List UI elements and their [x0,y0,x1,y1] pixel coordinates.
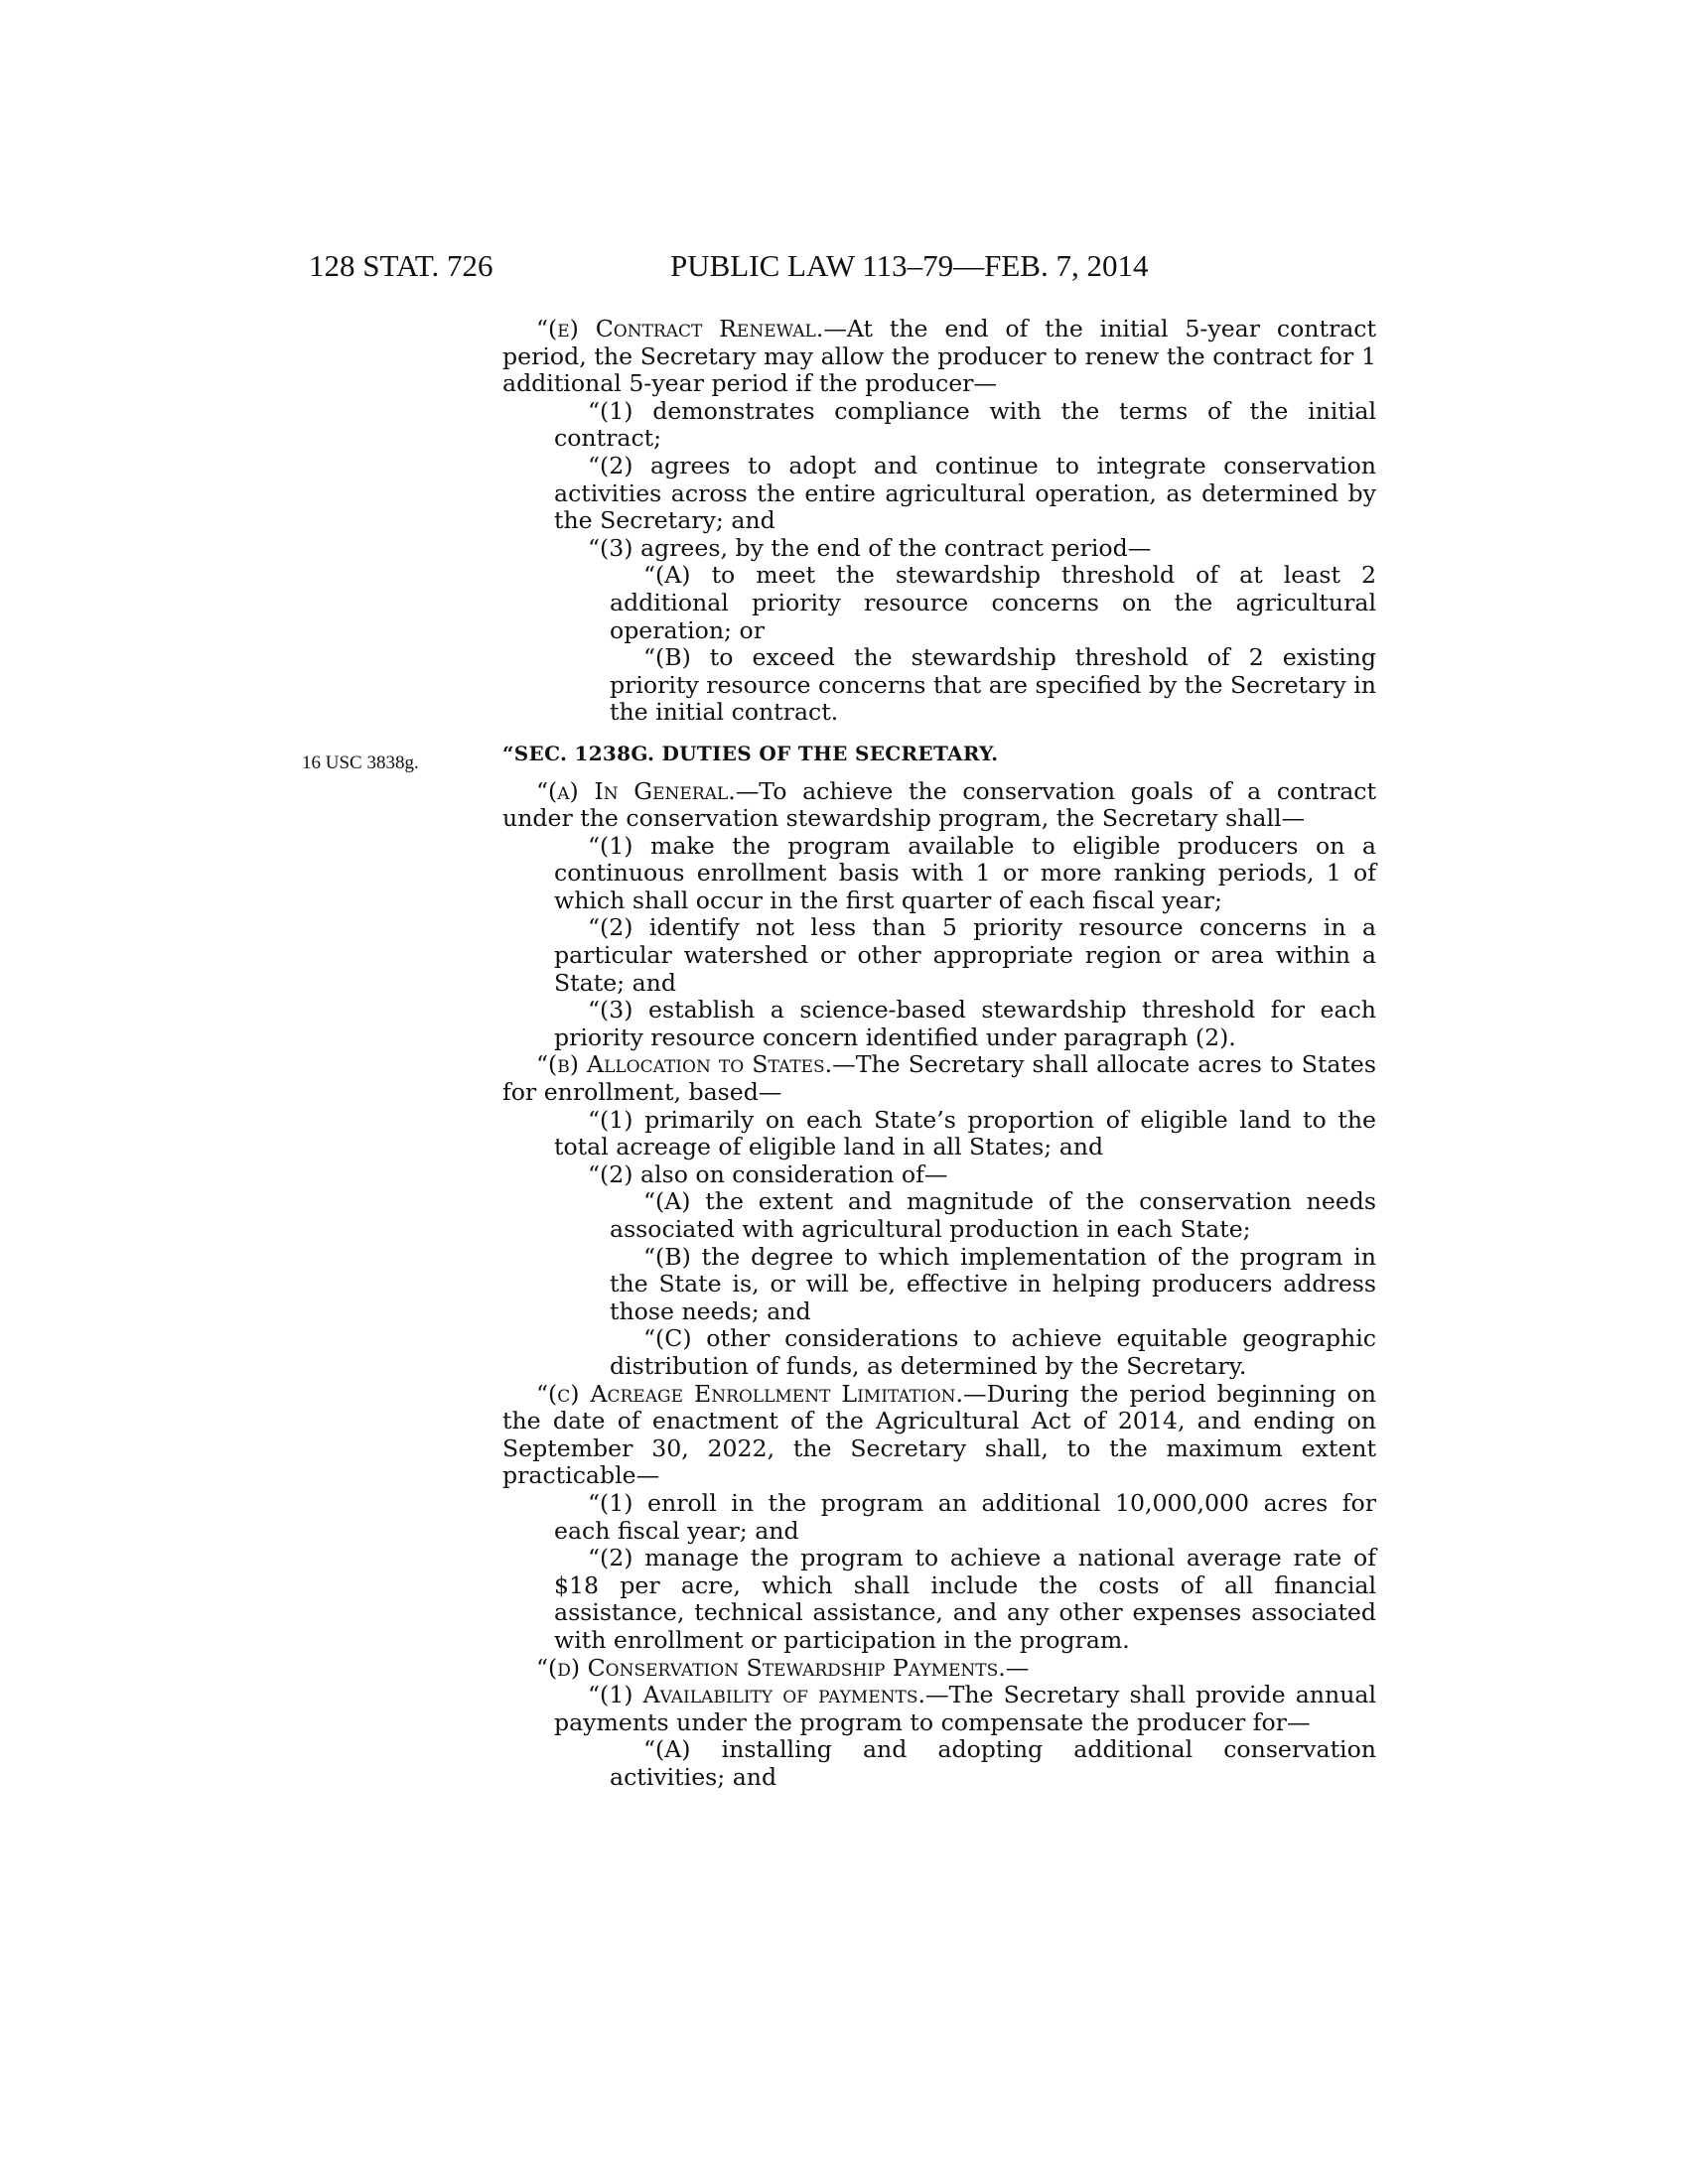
page-body [502,316,1376,1791]
running-title: PUBLIC LAW 113–79—FEB. 7, 2014 [670,248,1149,283]
paragraph-b-1: “(1) primarily on each State’s proportion of eligible land to the total acreage of eligible land in all States; and [554,1105,1376,1161]
subsection-b [502,1051,1376,1106]
subsection-c [502,1381,1376,1490]
paragraph-a-3: “(3) establish a science-based stewardship threshold for each priority resource concern identified under paragraph (2). [554,996,1376,1051]
paragraph-d-1-text: —The Secretary shall provide annual payments under the program to compensate the producer for— [554,1681,1376,1736]
subsection-c-heading: “(c) Acreage Enrollment Limitation. [536,1379,964,1408]
subparagraph-b-2-c: “(C) other considerations to achieve equitable geographic distribution of funds, as determined by the Secretary. [610,1324,1376,1380]
paragraph-d-1-heading: “(1) Availability of payments. [588,1681,925,1709]
section-heading: “SEC. 1238G. DUTIES OF THE SECRETARY. [502,741,999,765]
paragraph-e-1: “(1) demonstrates compliance with the terms of the initial contract; [554,396,1376,453]
paragraph-b-2: “(2) also on consideration of— [588,1160,948,1188]
stat-citation: 128 STAT. 726 [309,248,493,283]
paragraph-a-2: “(2) identify not less than 5 priority resource concerns in a particular watershed or other appropriate region or area within a State; and [554,913,1376,997]
paragraph-e-2: “(2) agrees to adopt and continue to integrate conservation activities across the entire agricultural operation, as determined by the Secretary; and [554,451,1376,535]
subsection-d [502,1655,1376,1683]
subsection-c-text: —During the period beginning on the date of enactment of the Agricultural Act of 2014, and ending on September 30, 2022, the Secretary shall, to the maximum extent practicable— [502,1379,1376,1490]
subsection-d-text: — [1005,1653,1030,1682]
subsection-d-heading: “(d) Conservation Stewardship Payments. [536,1653,1006,1682]
margin-citation: 16 USC 3838g. [302,752,419,773]
subsection-a-text: —To achieve the conservation goals of a contract under the conservation stewardship program, the Secretary shall— [502,776,1376,833]
subparagraph-e-3-a: “(A) to meet the stewardship threshold of at least 2 additional priority resource concerns on the agricultural operation; or [610,561,1376,644]
subsection-e-text: —At the end of the initial 5-year contract period, the Secretary may allow the producer to renew the contract for 1 additional 5-year period if the producer— [502,315,1376,398]
subparagraph-b-2-a: “(A) the extent and magnitude of the conservation needs associated with agricultural production in each State; [610,1187,1376,1243]
subsection-b-text: —The Secretary shall allocate acres to States for enrollment, based— [502,1050,1377,1107]
page-header [0,248,1688,288]
paragraph-e-3: “(3) agrees, by the end of the contract period— [588,533,1152,562]
subparagraph-d-1-a: “(A) installing and adopting additional conservation activities; and [610,1735,1376,1791]
subsection-e [502,316,1376,398]
paragraph-c-2: “(2) manage the program to achieve a national average rate of $18 per acre, which shall include the costs of all financial assistance, technical assistance, and any other expenses associated with enrollment or participation in the program. [554,1544,1376,1654]
subparagraph-e-3-b: “(B) to exceed the stewardship threshold of 2 existing priority resource concerns that are specified by the Secretary in the initial contract. [610,643,1376,727]
subparagraph-b-2-b: “(B) the degree to which implementation of the program in the State is, or will be, effective in helping producers address those needs; and [610,1242,1376,1325]
subsection-e-heading: “(e) Contract Renewal. [536,315,824,342]
subsection-a [502,778,1376,833]
paragraph-c-1: “(1) enroll in the program an additional 10,000,000 acres for each fiscal year; and [554,1488,1376,1545]
paragraph-d-1 [502,1682,1376,1736]
subsection-a-heading: “(a) In General. [536,776,736,805]
subsection-b-heading: “(b) Allocation to States. [536,1050,833,1079]
paragraph-a-1: “(1) make the program available to eligible producers on a continuous enrollment basis with 1 or more ranking periods, 1 of which shall occur in the first quarter of each fiscal year; [554,831,1376,914]
